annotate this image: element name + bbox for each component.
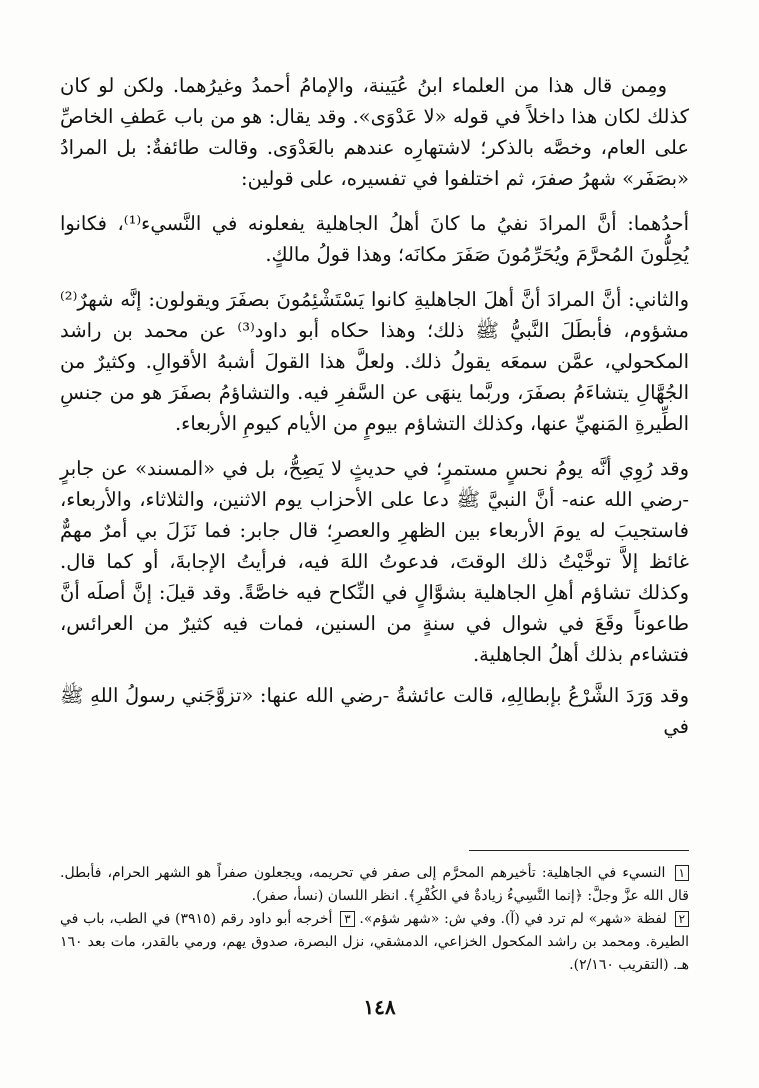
footnote-marker: ٢ — [675, 911, 689, 927]
footnote-marker: ٣ — [340, 911, 354, 927]
paragraph-5: وقد وَرَدَ الشَّرْعُ بإبطالِهِ، قالت عائشةُ -رضي الله عنها: «تزوَّجَني رسولُ اللهِ ﷺ في — [60, 684, 689, 738]
footnote-2 — [60, 908, 689, 977]
footnote-text: أخرجه أبو داود رقم (٣٩١٥) في الطب، باب في الطيرة. ومحمد بن راشد المكحول الخزاعي، الدمشقي، نزل البصرة، صدوق يهم، ورمي بالقدر، مات بعد ١٦٠ هـ. (التقريب ٢/١٦٠). — [60, 911, 689, 973]
footnote-separator — [469, 850, 689, 851]
footnotes — [60, 862, 689, 977]
footnote-1 — [60, 862, 689, 908]
footnote-text: لفظة «شهر» لم ترد في (آ). وفي ش: «شهر شؤم». — [359, 911, 667, 927]
paragraph-2: أحدُهما: أنَّ المرادَ نفيُ ما كانَ أهلُ الجاهلية يفعلونه في النَّسيء⁽¹⁾، فكانوا يُحِلُّونَ المُحرَّمَ ويُحَرِّمُونَ صَفَرَ مكانَه؛ وهذا قولُ مالكٍ. — [60, 212, 690, 266]
footnote-text: النسيء في الجاهلية: تأخيرهم المحرَّم إلى صفر في تحريمه، ويجعلون صفراً هو الشهر الحرام، فأبطل. قال الله عزَّ وجلَّ: ﴿إنما النَّسِيءُ زيادةٌ في الكُفْرِ﴾. انظر اللسان (نسأ، صفر). — [60, 865, 689, 904]
main-text — [60, 70, 689, 742]
paragraph-1: ومِمن قال هذا من العلماء ابنُ عُيَينة، والإمامُ أحمدُ وغيرُهما. ولكن لو كان كذلك لكان هذا داخلاً في قوله «لا عَدْوَى». وقد يقال: هو من باب عَطفِ الخاصِّ على العام، وخصَّه بالذكر؛ لاشتهارِه عندهم بالعَدْوَى. وقالت طائفةٌ: بل المرادُ «بصَفَر» شهرُ صفرَ، ثم اختلفوا في تفسيره، على قولين: — [60, 74, 689, 190]
page-number: ١٤٨ — [363, 995, 396, 1019]
paragraph-3: والثاني: أنَّ المرادَ أنَّ أهلَ الجاهليةِ كانوا يَسْتَشْئِمُونَ بصفَرَ ويقولون: إنَّه شهرٌ⁽²⁾ مشؤوم، فأبطَلَ النَّبيُّ ﷺ ذلك؛ وهذا حكاه أبو داود⁽³⁾ عن محمد بن راشد المكحولي، عمَّن سمعَه يقولُ ذلك. ولعلَّ هذا القولَ أشبهُ الأقوالِ. وكثيرٌ من الجُهَّالِ يتشاءَمُ بصفَرَ، وربَّما ينهَى عن السَّفرِ فيه. والتشاؤمُ بصفَرَ هو من جنسِ الطِّيرةِ المَنهيِّ عنها، وكذلك التشاؤم بيومٍ من الأيام كيومِ الأربعاء. — [60, 288, 689, 435]
paragraph-4: وقد رُوِي أنَّه يومُ نحسٍ مستمرٍ؛ في حديثٍ لا يَصِحُّ، بل في «المسند» عن جابرٍ -رضي الله عنه- أنَّ النبيَّ ﷺ دعا على الأحزاب يوم الاثنين، والثلاثاء، والأربعاء، فاستجيبَ له يومَ الأربعاء بين الظهرِ والعصرِ؛ قال جابر: فما نَزَلَ بي أمرٌ مهمٌّ غائظ إلاَّ توخَّيْتُ ذلك الوقتَ، فدعوتُ اللهَ فيه، فرأيتُ الإجابةَ، أو كما قال. وكذلك تشاؤم أهلِ الجاهلية بشوَّالٍ في النِّكاح فيه خاصَّةً. وقد قيلَ: إنَّ أصلَه أنَّ طاعوناً وقَعَ في شوال في سنةٍ من السنين، فمات فيه كثيرٌ من العرائس، فتشاءم بذلك أهلُ الجاهلية. — [60, 457, 689, 666]
footnote-marker: ١ — [675, 865, 689, 881]
